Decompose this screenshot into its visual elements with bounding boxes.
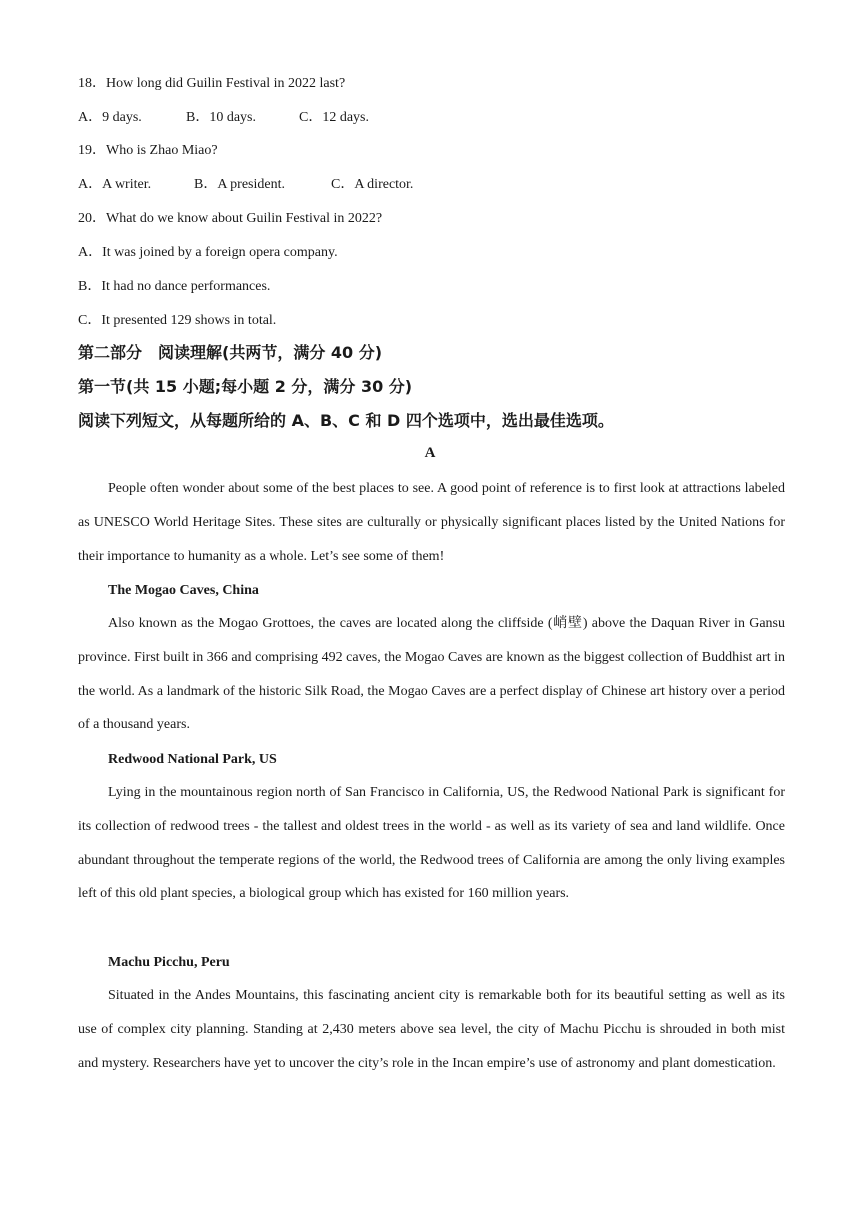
section-instruction: 阅读下列短文，从每题所给的 A、B、C 和 D 四个选项中，选出最佳选项。 xyxy=(78,411,614,430)
site-text-machu-picchu: Situated in the Andes Mountains, this fascinating ancient city is remarkable both for its beautiful setting as well as its use of complex city planning. Standing at 2,430 meters above sea level, the city of Machu Picchu is shrouded in both mist and mystery. Researchers have yet to uncover the city’s role in the Incan empire’s use of astronomy and plant domestication. xyxy=(78,988,785,1071)
question-18-options xyxy=(78,108,369,128)
option-c: C．12 days. xyxy=(299,110,369,125)
site-heading-machu-picchu: Machu Picchu, Peru xyxy=(108,955,230,970)
option-b: B．A president. xyxy=(194,177,285,192)
passage-intro: People often wonder about some of the best places to see. A good point of reference is to first look at attractions labeled as UNESCO World Heritage Sites. These sites are culturally or physically significant places listed by the United Nations for their importance to humanity as a whole. Let’s see some of them! xyxy=(78,481,785,564)
question-20-option-b: B．It had no dance performances. xyxy=(78,279,271,294)
option-b: B．10 days. xyxy=(186,110,256,125)
section-subsection-heading: 第一节(共 15 小题;每小题 2 分，满分 30 分) xyxy=(78,377,413,396)
option-c: C．A director. xyxy=(331,177,414,192)
question-20-option-c: C．It presented 129 shows in total. xyxy=(78,313,277,328)
site-heading-redwood: Redwood National Park, US xyxy=(108,752,277,767)
site-text-redwood: Lying in the mountainous region north of San Francisco in California, US, the Redwood National Park is significant for its collection of redwood trees - the tallest and oldest trees in the world - as well as its variety of sea and land wildlife. Once abundant throughout the temperate regions of the world, the Redwood trees of California are among the only living examples left of this old plant species, a biological group which has existed for 160 million years. xyxy=(78,785,785,902)
question-18-stem: 18．How long did Guilin Festival in 2022 last? xyxy=(78,76,346,91)
question-19-stem: 19．Who is Zhao Miao? xyxy=(78,143,218,158)
section-part-heading: 第二部分 阅读理解(共两节，满分 40 分) xyxy=(78,343,383,362)
passage-label: A xyxy=(424,445,436,461)
question-20-option-a: A．It was joined by a foreign opera company. xyxy=(78,245,338,260)
question-20-stem: 20．What do we know about Guilin Festival in 2022? xyxy=(78,211,383,226)
site-heading-mogao: The Mogao Caves, China xyxy=(108,583,259,598)
site-text-mogao: Also known as the Mogao Grottoes, the caves are located along the cliffside (峭壁) above the Daquan River in Gansu province. First built in 366 and comprising 492 caves, the Mogao Caves are known as the biggest collection of Buddhist art in the world. As a landmark of the historic Silk Road, the Mogao Caves are a perfect display of Chinese art history over a period of a thousand years. xyxy=(78,616,785,733)
option-a: A．9 days. xyxy=(78,110,142,125)
question-19-options xyxy=(78,175,413,195)
option-a: A．A writer. xyxy=(78,177,152,192)
